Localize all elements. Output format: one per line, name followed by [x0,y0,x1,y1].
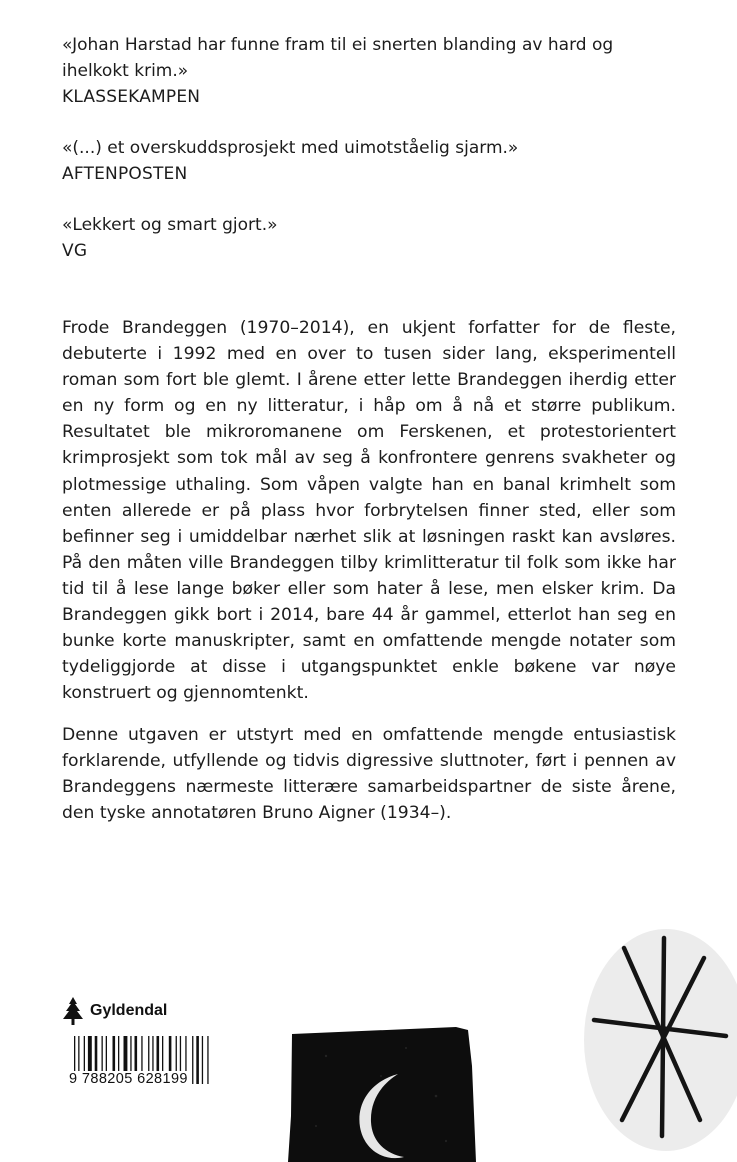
review-quote: «Johan Harstad har funne fram til ei snerten blanding av hard og ihelkokt krim.» [62,35,614,81]
blurb-paragraph-2 [62,722,676,826]
review-klassekampen [62,32,682,110]
blurb-text: Denne utgaven er utstyrt med en omfattende mengde entusiastisk forklarende, utfyllende og tidvis digressive sluttnoter, ført i pennen av Brandeggens nærmeste litterære samarbeidspartner de siste årene, den tyske annotatøren Bruno Aigner (1934–). [62,725,676,824]
moon-illustration [286,1026,478,1162]
review-quote: «(...) et overskuddsprosjekt med uimotståelig sjarm.» [62,138,519,158]
blurb-paragraph-1 [62,315,676,706]
review-vg [62,212,682,264]
review-source: KLASSEKAMPEN [62,87,201,107]
review-source: VG [62,241,88,261]
star-illustration [578,924,737,1162]
blurb-text: Frode Brandeggen (1970–2014), en ukjent forfatter for de fleste, debuterte i 1992 med en over to tusen sider lang, eksperimentell roman som fort ble glemt. I årene etter lette Brandeggen iherdig etter en ny form og en ny litteratur, i håp om å nå et større publikum. Resultatet ble mikroromanene om Ferskenen, et protestorientert krimprosjekt som tok mål av seg å konfrontere genrens svakheter og plotmessige uthaling. Som våpen valgte han en banal krimhelt som enten allerede er på plass hvor forbrytelsen finner sted, eller som befinner seg i umiddelbar nærhet slik at løsningen raskt kan avsløres. På den måten ville Brandeggen tilby krimlitteratur til folk som ikke har tid til å lese lange bøker eller som hater å lese, men elsker krim. Da Brandeggen gikk bort i 2014, bare 44 år gammel, etterlot han seg en bunke korte manuskripter, samt en omfattende mengde notater som tydeliggjorde at disse i utgangspunktet enkle bøkene var nøye konstruert og gjennomtenkt. [62,318,676,704]
review-aftenposten [62,135,682,187]
review-quote: «Lekkert og smart gjort.» [62,215,278,235]
publisher-logo [62,996,167,1026]
tree-icon [62,996,84,1026]
review-source: AFTENPOSTEN [62,164,188,184]
barcode-number: 9 788205 628199 [66,1071,191,1087]
publisher-name: Gyldendal [90,1002,168,1019]
